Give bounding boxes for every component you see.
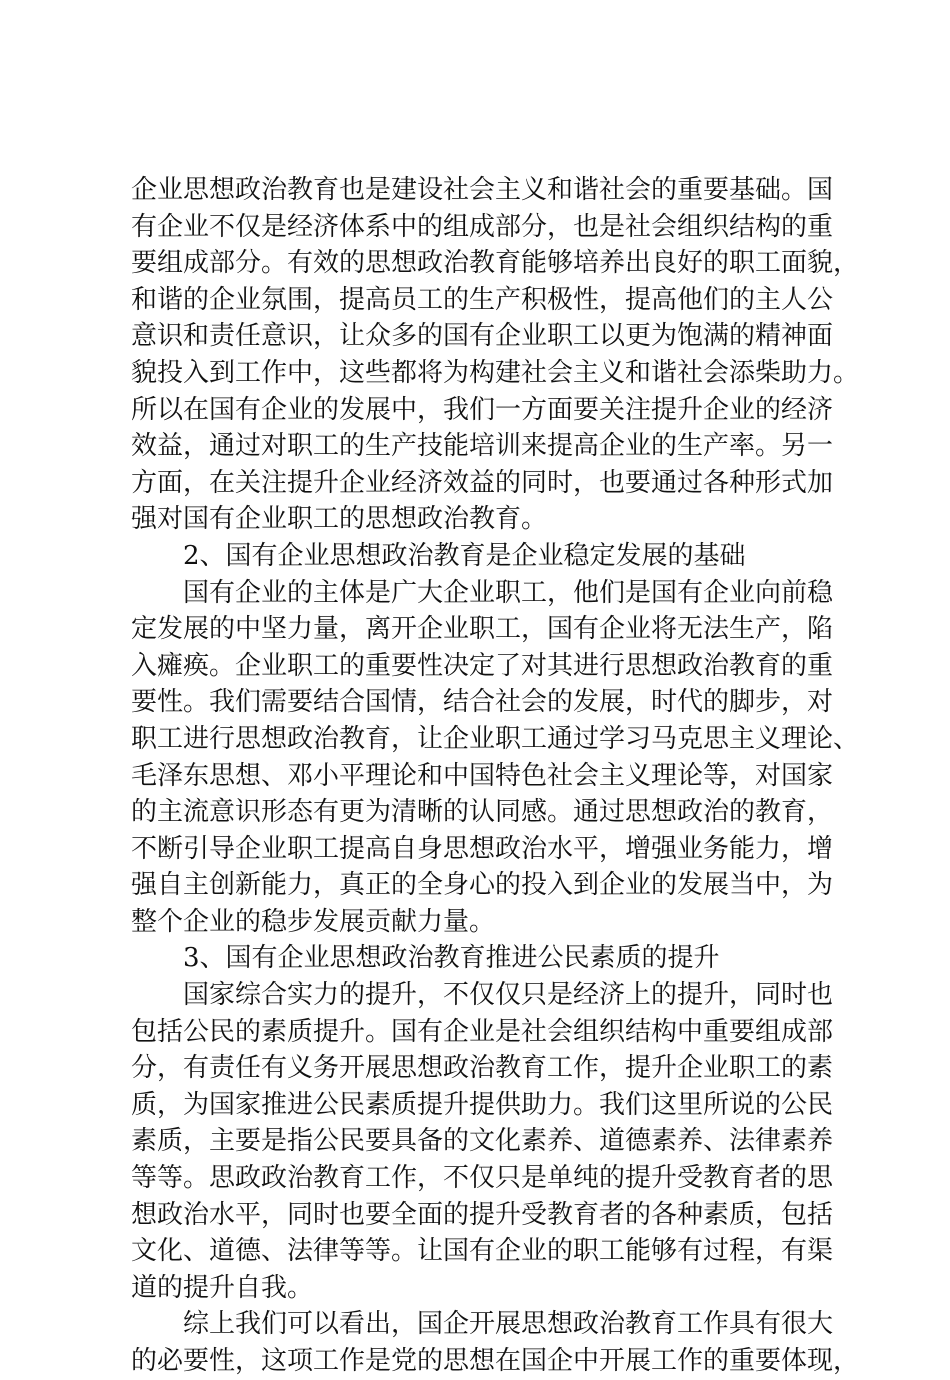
document-body	[131, 172, 860, 1380]
paragraph-line: 貌投入到工作中，这些都将为构建社会主义和谐社会添柴助力。	[131, 357, 860, 388]
paragraph-line: 的必要性，这项工作是党的思想在国企中开展工作的重要体现，	[131, 1346, 860, 1376]
paragraph-line: 质，为国家推进公民素质提升提供助力。我们这里所说的公民	[131, 1089, 834, 1120]
paragraph-line: 和谐的企业氛围，提高员工的生产积极性，提高他们的主人公	[131, 284, 834, 315]
paragraph-line: 有企业不仅是经济体系中的组成部分，也是社会组织结构的重	[131, 211, 834, 242]
paragraph-line: 效益，通过对职工的生产技能培训来提高企业的生产率。另一	[131, 431, 834, 462]
paragraph-line: 道的提升自我。	[131, 1272, 314, 1303]
paragraph-line: 整个企业的稳步发展贡献力量。	[131, 906, 496, 937]
paragraph-line: 要性。我们需要结合国情，结合社会的发展，时代的脚步，对	[131, 687, 834, 718]
paragraph-line: 定发展的中坚力量，离开企业职工，国有企业将无法生产，陷	[131, 614, 834, 645]
paragraph-line: 强对国有企业职工的思想政治教育。	[131, 504, 548, 535]
paragraph-line: 想政治水平，同时也要全面的提升受教育者的各种素质，包括	[131, 1199, 834, 1230]
paragraph-line: 企业思想政治教育也是建设社会主义和谐社会的重要基础。国	[131, 175, 834, 205]
paragraph-line: 所以在国有企业的发展中，我们一方面要关注提升企业的经济	[131, 394, 834, 425]
paragraph-line: 综上我们可以看出，国企开展思想政治教育工作具有很大	[183, 1309, 834, 1340]
section-heading: 2、国有企业思想政治教育是企业稳定发展的基础	[183, 540, 746, 571]
paragraph-line: 入瘫痪。企业职工的重要性决定了对其进行思想政治教育的重	[131, 650, 834, 681]
paragraph-line: 国家综合实力的提升，不仅仅只是经济上的提升，同时也	[183, 980, 834, 1011]
paragraph-line: 分，有责任有义务开展思想政治教育工作，提升企业职工的素	[131, 1053, 834, 1084]
paragraph-line: 素质，主要是指公民要具备的文化素养、道德素养、法律素养	[131, 1126, 834, 1157]
paragraph-line: 不断引导企业职工提高自身思想政治水平，增强业务能力，增	[131, 833, 834, 864]
paragraph-line: 文化、道德、法律等等。让国有企业的职工能够有过程，有渠	[131, 1236, 834, 1267]
paragraph-line: 要组成部分。有效的思想政治教育能够培养出良好的职工面貌，	[131, 248, 860, 279]
paragraph-line: 的主流意识形态有更为清晰的认同感。通过思想政治的教育，	[131, 797, 834, 828]
paragraph-line: 意识和责任意识，让众多的国有企业职工以更为饱满的精神面	[131, 321, 834, 352]
paragraph-line: 强自主创新能力，真正的全身心的投入到企业的发展当中，为	[131, 870, 834, 901]
paragraph-line: 职工进行思想政治教育，让企业职工通过学习马克思主义理论、	[131, 723, 860, 754]
paragraph-line: 毛泽东思想、邓小平理论和中国特色社会主义理论等，对国家	[131, 760, 834, 791]
paragraph-line: 方面，在关注提升企业经济效益的同时，也要通过各种形式加	[131, 467, 834, 498]
paragraph-line: 国有企业的主体是广大企业职工，他们是国有企业向前稳	[183, 577, 834, 608]
paragraph-line: 等等。思政政治教育工作，不仅只是单纯的提升受教育者的思	[131, 1163, 834, 1194]
paragraph-line: 包括公民的素质提升。国有企业是社会组织结构中重要组成部	[131, 1016, 834, 1047]
section-heading: 3、国有企业思想政治教育推进公民素质的提升	[183, 943, 720, 974]
